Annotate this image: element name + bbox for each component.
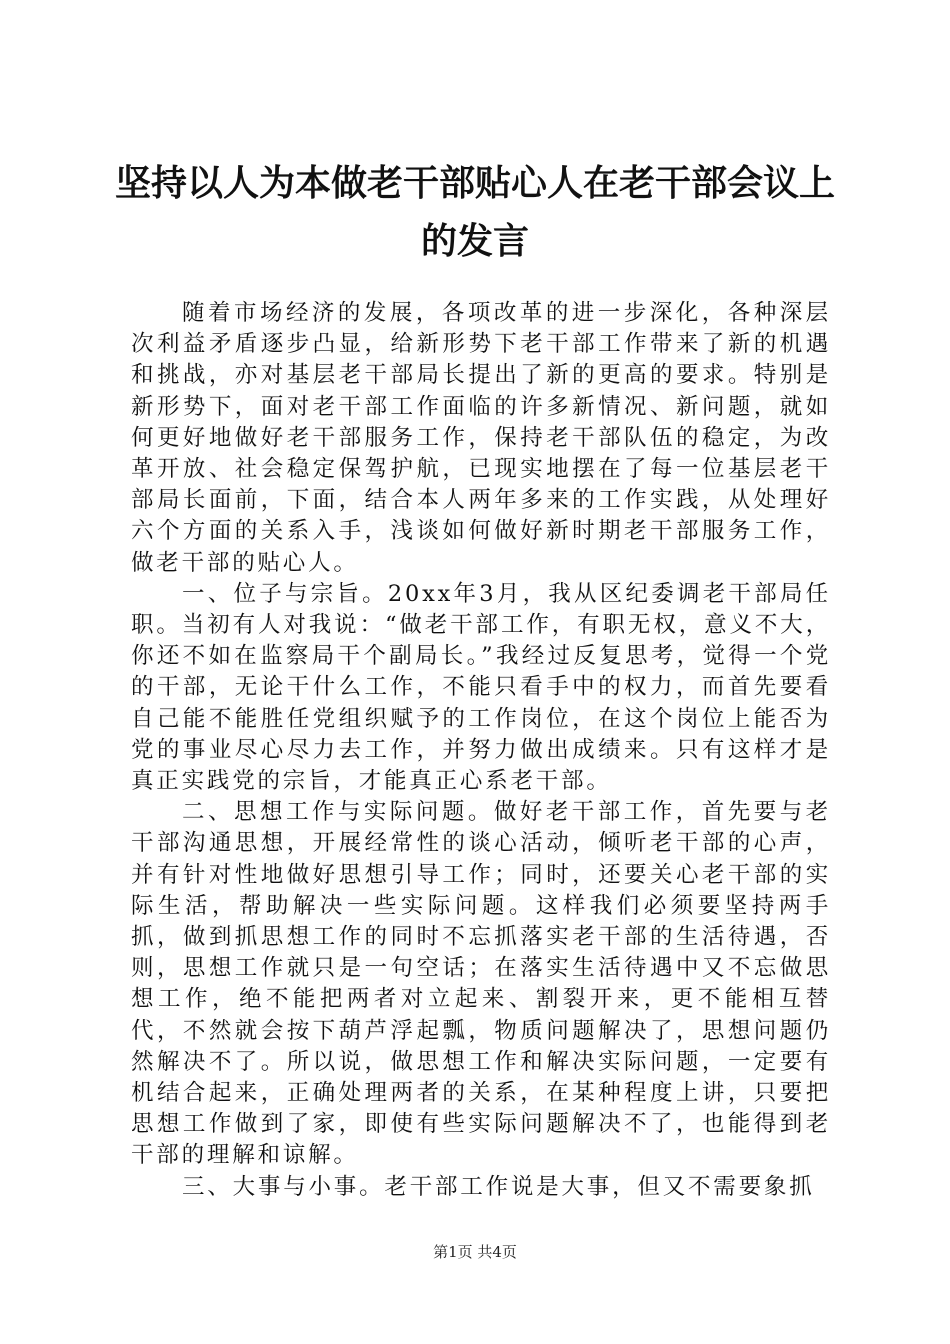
paragraph-intro: 随着市场经济的发展，各项改革的进一步深化，各种深层次利益矛盾逐步凸显，给新形势下老干部工作带来了新的机遇和挑战，亦对基层老干部局长提出了新的更高的要求。特别是新形势下，面对老干部工作面临的许多新情况、新问题，就如何更好地做好老干部服务工作，保持老干部队伍的稳定，为改革开放、社会稳定保驾护航，已现实地摆在了每一位基层老干部局长面前，下面，结合本人两年多来的工作实践，从处理好六个方面的关系入手，浅谈如何做好新时期老干部服务工作，做老干部的贴心人。 <box>131 300 831 576</box>
paragraph-section-3: 三、大事与小事。老干部工作说是大事，但又不需要象抓 <box>182 1173 815 1200</box>
page-footer: 第1页 共4页 <box>433 1243 517 1261</box>
document-body <box>131 298 831 1203</box>
document-title-line-2: 的发言 <box>420 221 529 262</box>
paragraph-section-2: 二、思想工作与实际问题。做好老干部工作，首先要与老干部沟通思想，开展经常性的谈心活动，倾听老干部的心声，并有针对性地做好思想引导工作；同时，还要关心老干部的实际生活，帮助解决一些实际问题。这样我们必须要坚持两手抓，做到抓思想工作的同时不忘抓落实老干部的生活待遇，否则，思想工作就只是一句空话；在落实生活待遇中又不忘做思想工作，绝不能把两者对立起来、割裂开来，更不能相互替代，不然就会按下葫芦浮起瓢，物质问题解决了，思想问题仍然解决不了。所以说，做思想工作和解决实际问题，一定要有机结合起来，正确处理两者的关系，在某种程度上讲，只要把思想工作做到了家，即使有些实际问题解决不了，也能得到老干部的理解和谅解。 <box>131 799 831 1169</box>
paragraph-section-1: 一、位子与宗旨。20xx年3月，我从区纪委调老干部局任职。当初有人对我说：“做老干部工作，有职无权，意义不大，你还不如在监察局干个副局长。”我经过反复思考，觉得一个党的干部，无论干什么工作，不能只看手中的权力，而首先要看自己能不能胜任党组织赋予的工作岗位，在这个岗位上能否为党的事业尽心尽力去工作，并努力做出成绩来。只有这样才是真正实践党的宗旨，才能真正心系老干部。 <box>131 580 831 795</box>
document-title-line-1: 坚持以人为本做老干部贴心人在老干部会议上 <box>114 163 835 204</box>
